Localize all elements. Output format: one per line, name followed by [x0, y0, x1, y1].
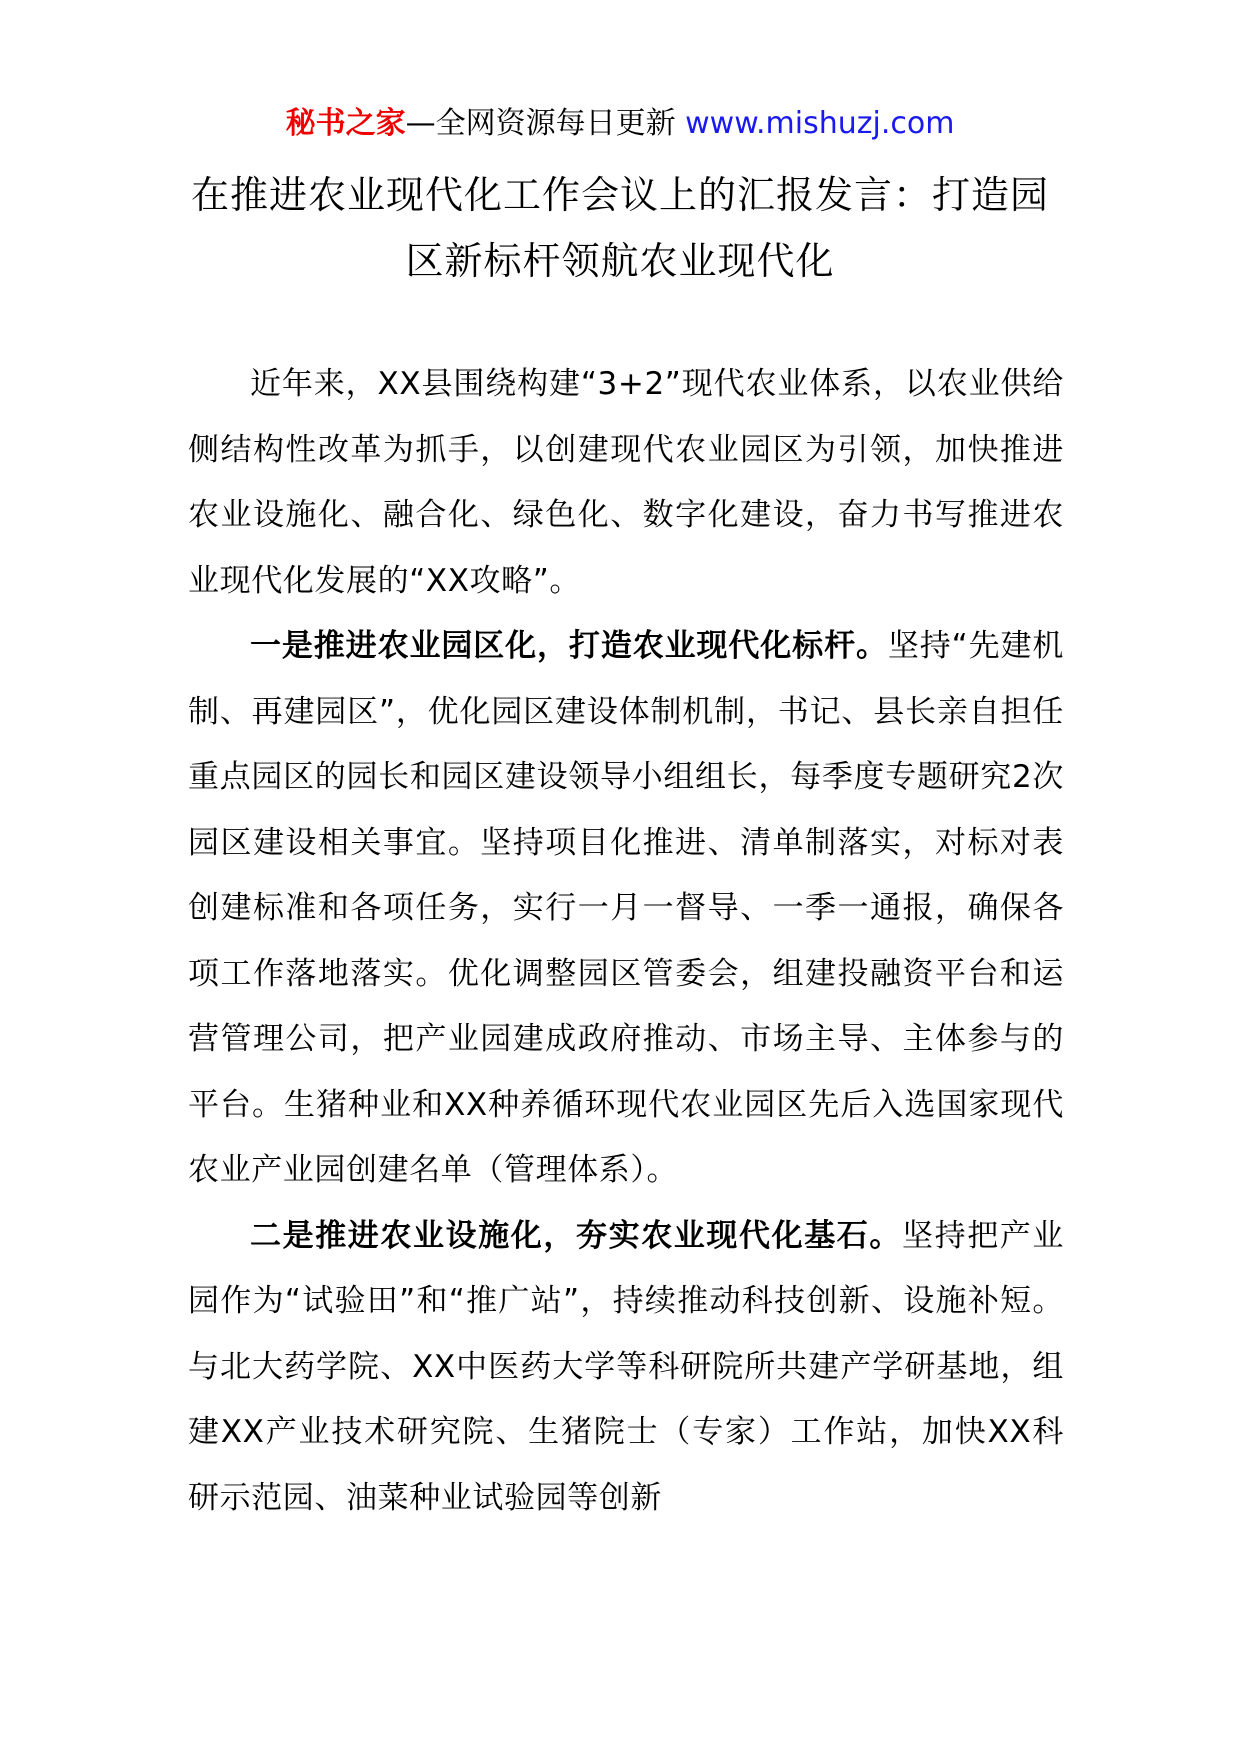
- paragraph-lead: 一是推进农业园区化，打造农业现代化标杆。: [250, 628, 888, 664]
- paragraph-text: 近年来，XX县围绕构建“3+2”现代农业体系，以农业供给侧结构性改革为抓手，以创建现代农业园区为引领，加快推进农业设施化、融合化、绿色化、数字化建设，奋力书写推进农业现代化发展的“XX攻略”。: [188, 366, 1064, 599]
- paragraph-lead: 二是推进农业设施化，夯实农业现代化基石。: [250, 1217, 902, 1254]
- paragraph-section-two: [188, 1204, 1064, 1532]
- site-url-link[interactable]: www.mishuzj.com: [685, 106, 955, 141]
- document-body: [188, 352, 1064, 1531]
- site-header: [0, 102, 1240, 146]
- paragraph-text: 坚持把产业园作为“试验田”和“推广站”，持续推动科技创新、设施补短。与北大药学院、XX中医药大学等科研院所共建产学研基地，组建XX产业技术研究院、生猪院士（专家）工作站，加快XX科研示范园、油菜种业试验园等创新: [188, 1217, 1064, 1516]
- document-title: 在推进农业现代化工作会议上的汇报发言：打造园区新标杆领航农业现代化: [190, 173, 1049, 283]
- site-brand: 秘书之家: [285, 106, 406, 141]
- paragraph-section-one: [188, 614, 1064, 1204]
- paragraph-intro: [188, 352, 1064, 614]
- paragraph-text: 坚持“先建机制、再建园区”，优化园区建设体制机制，书记、县长亲自担任重点园区的园长和园区建设领导小组组长，每季度专题研究2次园区建设相关事宜。坚持项目化推进、清单制落实，对标对表创建标准和各项任务，实行一月一督导、一季一通报，确保各项工作落地落实。优化调整园区管委会，组建投融资平台和运营管理公司，把产业园建成政府推动、市场主导、主体参与的平台。生猪种业和XX种养循环现代农业园区先后入选国家现代农业产业园创建名单（管理体系）。: [188, 628, 1065, 1188]
- site-tagline: —全网资源每日更新: [405, 106, 676, 141]
